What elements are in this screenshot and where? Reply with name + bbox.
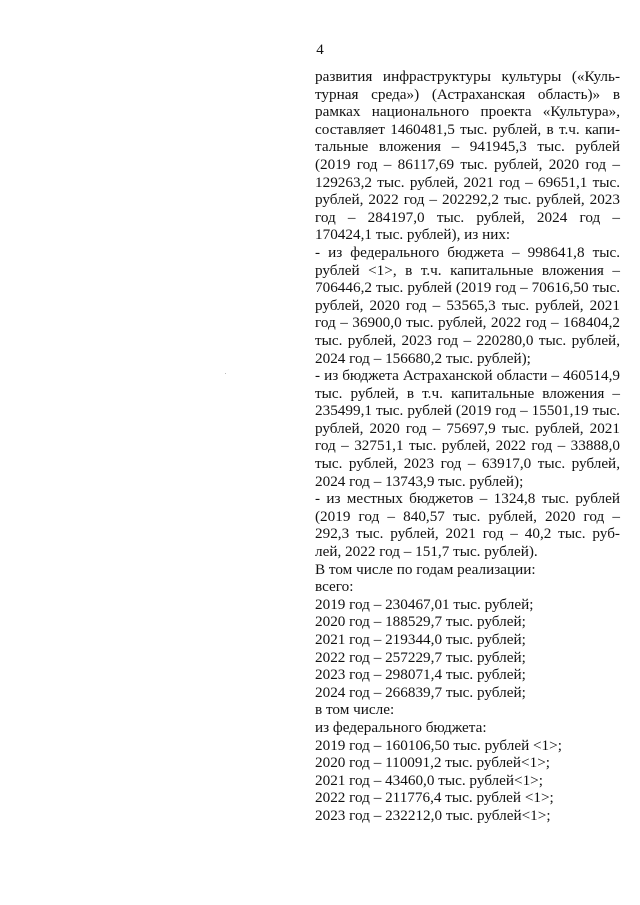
funding-paragraph-intro: развития инфраструктуры культуры («Куль-турная среда») (Астраханская область)» в рамках национального проекта «Культура», составляет 1460481,5 тыс. рублей, в т.ч. капи-тальные вложения – 941945,3 тыс. рублей (2019 год – 86117,69 тыс. рублей, 2020 год – 129263,2 тыс. рублей, 2021 год – 69651,1 тыс. рублей, 2022 год – 202292,2 тыс. рублей, 2023 год – 284197,0 тыс. рублей, 2024 год – 170424,1 тыс. рублей), из них: [315,68,620,244]
federal-line: 2021 год – 43460,0 тыс. рублей<1>; [315,771,543,789]
funding-paragraph-local: - из местных бюджетов – 1324,8 тыс. рублей (2019 год – 840,57 тыс. рублей, 2020 год – 292,3 тыс. рублей, 2021 год – 40,2 тыс. руб-лей, 2022 год – 151,7 тыс. рублей). [315,490,620,561]
federal-line: 2023 год – 232212,0 тыс. рублей<1>; [315,806,551,824]
years-heading: В том числе по годам реализации: [315,560,536,578]
federal-line: 2022 год – 211776,4 тыс. рублей <1>; [315,789,554,807]
total-line: 2022 год – 257229,7 тыс. рублей; [315,648,526,666]
total-line: 2024 год – 266839,7 тыс. рублей; [315,683,526,701]
total-line: 2023 год – 298071,4 тыс. рублей; [315,666,526,684]
document-body [315,68,620,825]
page-number: 4 [316,42,324,58]
total-line: 2020 год – 188529,7 тыс. рублей; [315,613,526,631]
total-line: 2021 год – 219344,0 тыс. рублей; [315,631,526,648]
funding-paragraph-federal: - из федерального бюджета – 998641,8 тыс. рублей <1>, в т.ч. капитальные вложения – 706446,2 тыс. рублей (2019 год – 70616,50 тыс. рублей, 2020 год – 53565,3 тыс. рублей, 2021 год – 36900,0 тыс. рублей, 2022 год – 168404,2 тыс. рублей, 2023 год – 220280,0 тыс. рублей, 2024 год – 156680,2 тыс. рублей); [315,243,620,367]
federal-label: из федерального бюджета: [315,718,487,736]
scan-speck [225,373,226,374]
federal-line: 2020 год – 110091,2 тыс. рублей<1>; [315,754,550,772]
federal-line: 2019 год – 160106,50 тыс. рублей <1>; [315,736,562,754]
including-label: в том числе: [315,701,395,719]
total-line: 2019 год – 230467,01 тыс. рублей; [315,595,534,613]
total-label: всего: [315,578,354,596]
funding-paragraph-regional: - из бюджета Астраханской области – 460514,9 тыс. рублей, в т.ч. капитальные вложения – 235499,1 тыс. рублей (2019 год – 15501,19 тыс. рублей, 2020 год – 75697,9 тыс. рублей, 2021 год – 32751,1 тыс. рублей, 2022 год – 33888,0 тыс. рублей, 2023 год – 63917,0 тыс. рублей, 2024 год – 13743,9 тыс. рублей); [315,367,620,490]
